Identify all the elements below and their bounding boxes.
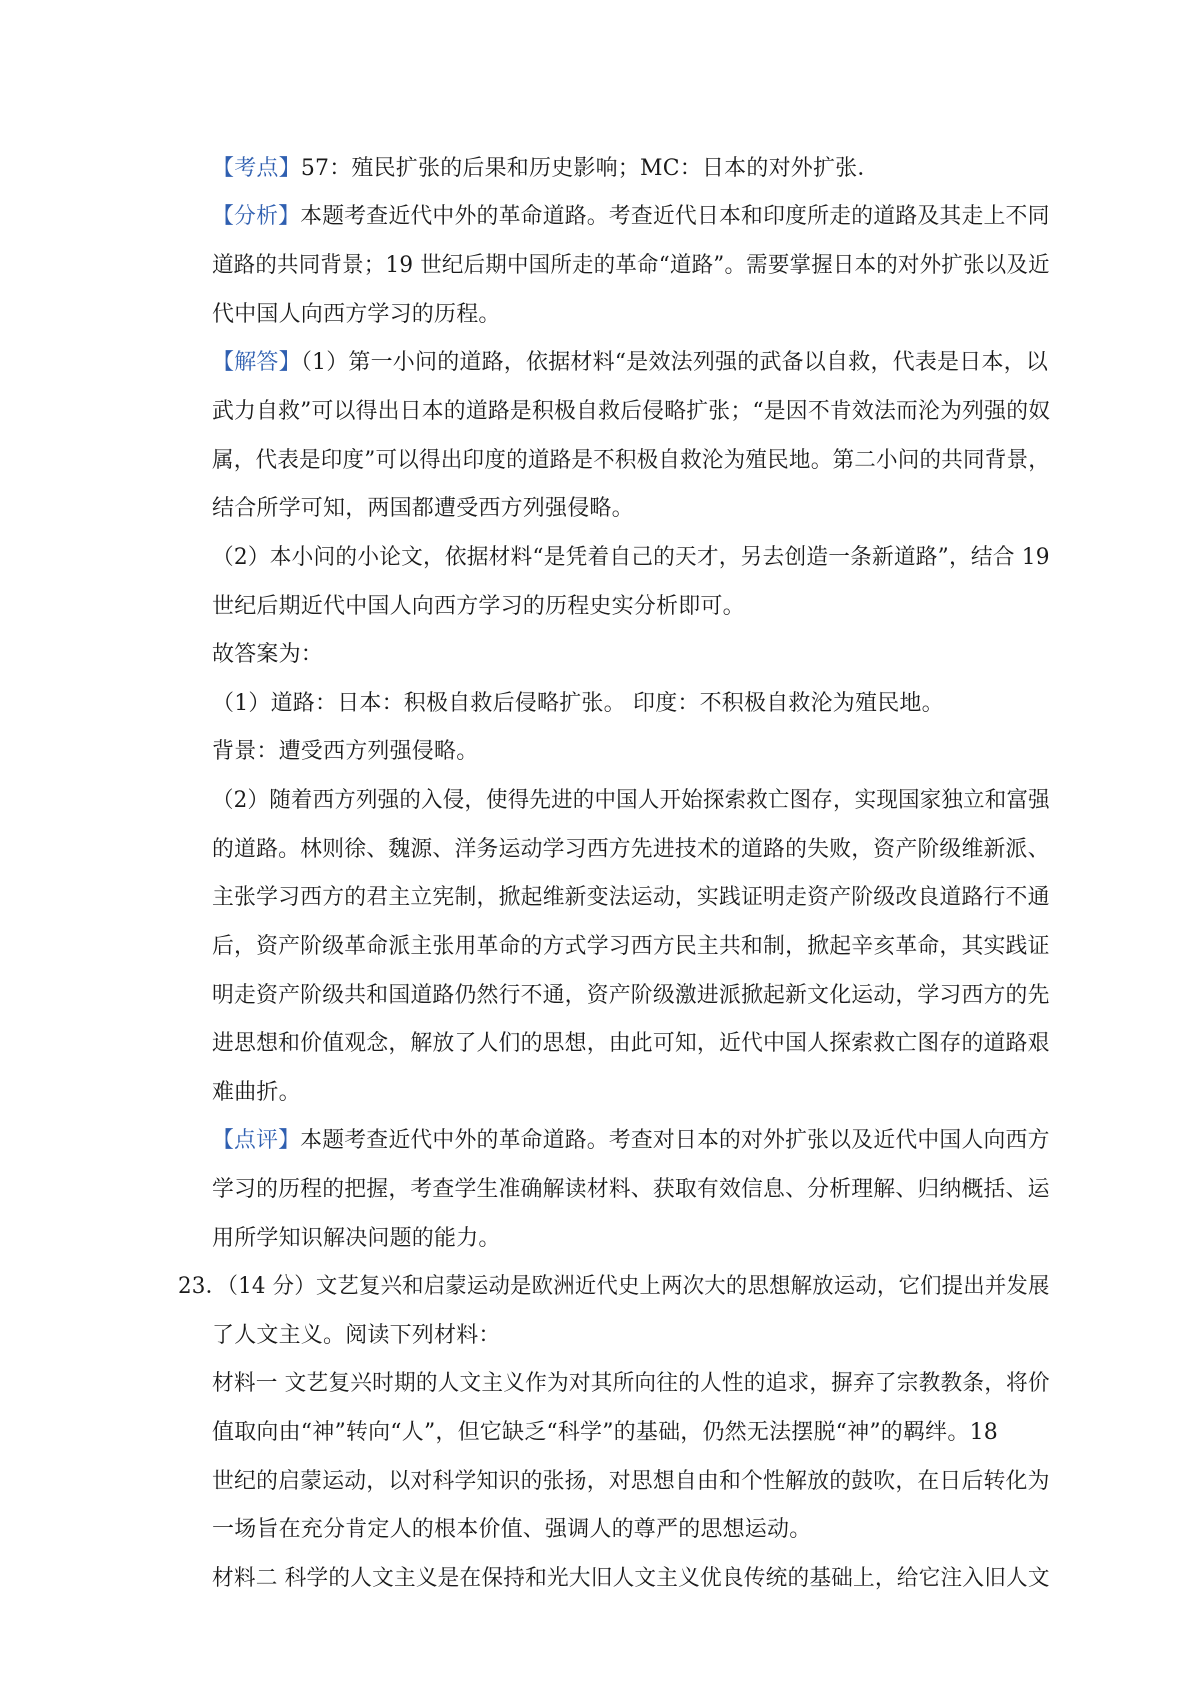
material-1-line-3: 世纪的启蒙运动，以对科学知识的张扬，对思想自由和个性解放的鼓吹，在日后转化为 — [212, 1469, 1050, 1494]
answer-part-2-line-3: 主张学习西方的君主立宪制，掀起维新变法运动，实践证明走资产阶级改良道路行不通 — [212, 885, 1050, 910]
jieda-line-1 — [212, 348, 1048, 378]
answer-part-2-line-1: （2）随着西方列强的入侵，使得先进的中国人开始探索救亡图存，实现国家独立和富强 — [212, 788, 1050, 813]
answer-part-2-line-2: 的道路。林则徐、魏源、洋务运动学习西方先进技术的道路的失败，资产阶级维新派、 — [212, 837, 1050, 862]
dianping-text: 本题考查近代中外的革命道路。考查对日本的对外扩张以及近代中国人向西方 — [300, 1128, 1050, 1153]
question-23-stem-line-2: 了人文主义。阅读下列材料： — [212, 1323, 501, 1348]
answer-background: 背景：遭受西方列强侵略。 — [212, 739, 479, 764]
dianping-line-1 — [212, 1126, 1050, 1156]
jieda-line-3: 属，代表是印度”可以得出印度的道路是不积极自救沦为殖民地。第二小问的共同背景， — [212, 448, 1051, 473]
answer-heading: 故答案为： — [212, 642, 324, 667]
dianping-line-2: 学习的历程的把握，考查学生准确解读材料、获取有效信息、分析理解、归纳概括、运 — [212, 1177, 1050, 1202]
fenxi-text: 本题考查近代中外的革命道路。考查近代日本和印度所走的道路及其走上不同 — [300, 204, 1050, 229]
answer-part-2-line-7: 难曲折。 — [212, 1080, 301, 1105]
jieda-line-5: （2）本小问的小论文，依据材料“是凭着自己的天才，另去创造一条新道路”，结合 19 — [212, 545, 1050, 570]
dianping-line-3: 用所学知识解决问题的能力。 — [212, 1226, 501, 1251]
fenxi-line-3: 代中国人向西方学习的历程。 — [212, 302, 501, 327]
material-1-line-4: 一场旨在充分肯定人的根本价值、强调人的尊严的思想运动。 — [212, 1517, 812, 1542]
answer-part-2-line-5: 明走资产阶级共和国道路仍然行不通，资产阶级激进派掀起新文化运动，学习西方的先 — [212, 983, 1050, 1008]
jieda-line-6: 世纪后期近代中国人向西方学习的历程史实分析即可。 — [212, 594, 745, 619]
answer-part-2-line-6: 进思想和价值观念，解放了人们的思想，由此可知，近代中国人探索救亡图存的道路艰 — [212, 1031, 1050, 1056]
jieda-tag: 【解答】 — [212, 350, 301, 375]
jieda-line-4: 结合所学可知，两国都遭受西方列强侵略。 — [212, 496, 634, 521]
fenxi-line-2: 道路的共同背景；19 世纪后期中国所走的革命“道路”。需要掌握日本的对外扩张以及近 — [212, 253, 1050, 278]
jieda-line-2: 武力自救”可以得出日本的道路是积极自救后侵略扩张；“是因不肯效法而沦为列强的奴 — [212, 399, 1051, 424]
kaodian-line — [212, 154, 880, 184]
answer-part-2-line-4: 后，资产阶级革命派主张用革命的方式学习西方民主共和制，掀起辛亥革命，其实践证 — [212, 934, 1050, 959]
fenxi-line-1 — [212, 202, 1050, 232]
material-2-line-1: 材料二 科学的人文主义是在保持和光大旧人文主义优良传统的基础上，给它注入旧人文 — [212, 1566, 1050, 1591]
material-1-line-1: 材料一 文艺复兴时期的人文主义作为对其所向往的人性的追求，摒弃了宗教教条，将价 — [212, 1371, 1050, 1396]
fenxi-tag: 【分析】 — [212, 204, 301, 229]
dianping-tag: 【点评】 — [212, 1128, 301, 1153]
answer-part-1: （1）道路：日本：积极自救后侵略扩张。 印度：不积极自救沦为殖民地。 — [212, 691, 944, 716]
kaodian-tag: 【考点】 — [212, 156, 301, 181]
kaodian-text: 57：殖民扩张的后果和历史影响；MC：日本的对外扩张． — [300, 156, 880, 181]
material-1-line-2: 值取向由“神”转向“人”，但它缺乏“科学”的基础，仍然无法摆脱“神”的羁绊。18 — [212, 1420, 998, 1445]
question-23-stem-line-1: 23．（14 分）文艺复兴和启蒙运动是欧洲近代史上两次大的思想解放运动，它们提出并发展 — [178, 1274, 1050, 1299]
jieda-text: （1）第一小问的道路，依据材料“是效法列强的武备以自救，代表是日本，以 — [300, 350, 1049, 375]
